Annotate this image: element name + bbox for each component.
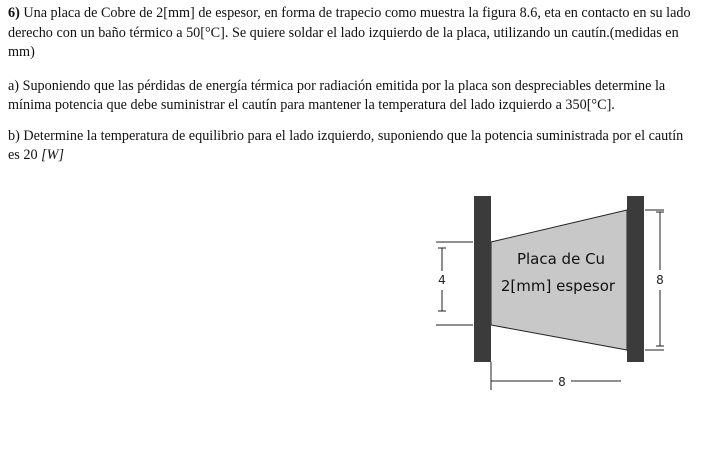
question-b-unit-text: [W] <box>41 147 64 163</box>
left-bar <box>474 196 491 362</box>
statement-part1: Una placa de Cobre de 2 <box>19 5 164 21</box>
question-a-temperature: 350[°C] <box>565 97 612 113</box>
right-bar <box>627 196 644 362</box>
statement-unit: [mm] <box>163 5 195 21</box>
plate-label-line2: 2[mm] espesor <box>500 277 616 295</box>
statement-temperature: 50[°C] <box>186 24 225 41</box>
question-a-end: . <box>611 97 615 113</box>
dimension-bottom <box>491 362 621 390</box>
statement-part2: de espesor, en forma de trapecio como muestra la figura 8.6, eta en contacto en su lado derecho con un baño térmico a <box>8 5 691 41</box>
plate-label-line1: Placa de Cu <box>516 250 606 268</box>
dimension-right-label: 8 <box>656 273 664 287</box>
dimension-left-label: 4 <box>438 273 446 287</box>
question-b-text: b) Determine la temperatura de equilibrio para el lado izquierdo, suponiendo que la potencia suministrada por el cautín es 20 <box>8 127 684 163</box>
dimension-bottom-label: 8 <box>558 375 566 389</box>
problem-number: 6) <box>8 5 20 21</box>
question-a-text: a) Suponiendo que las pérdidas de energía térmica por radiación emitida por la placa son despreciables determine la mínima potencia que debe suministrar el cautín para mantener la temperatura del lado izquierdo a <box>8 77 666 113</box>
statement-part3: . Se quiere soldar el lado izquierdo de la placa, utilizando un cautín.(medidas en mm) <box>8 24 679 60</box>
